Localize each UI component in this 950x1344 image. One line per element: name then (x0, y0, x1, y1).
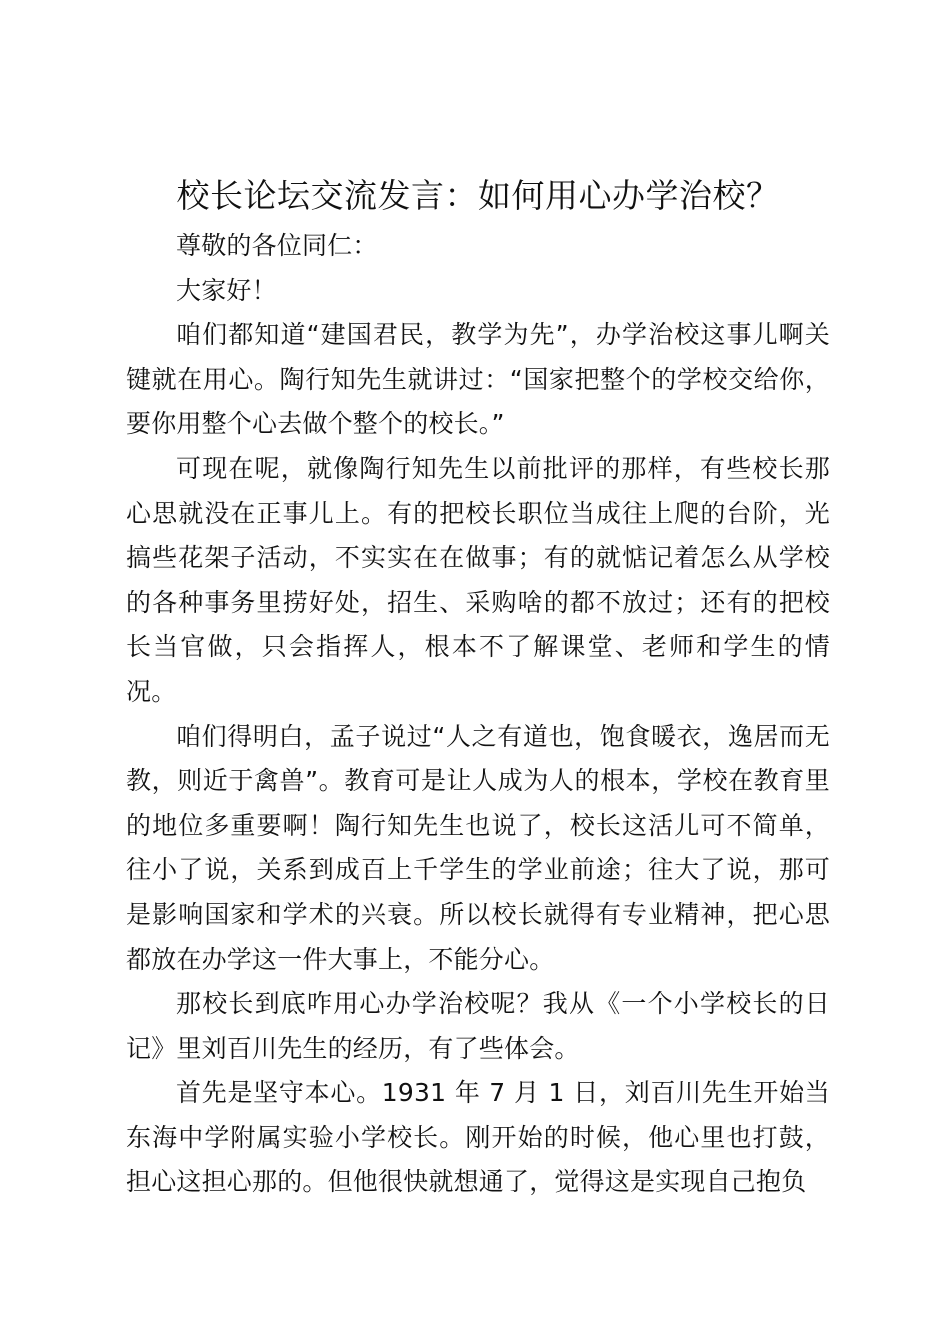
body-paragraph: 那校长到底咋用心办学治校呢？我从《一个小学校长的日记》里刘百川先生的经历，有了些体会。 (126, 989, 830, 1063)
greeting-paragraph: 大家好！ (176, 275, 277, 305)
document-title: 校长论坛交流发言：如何用心办学治校？ (176, 176, 780, 215)
body-paragraph: 首先是坚守本心。1931 年 7 月 1 日，刘百川先生开始当东海中学附属实验小学校长。刚开始的时候，他心里也打鼓，担心这担心那的。但他很快就想通了，觉得这是实现自己抱负 (126, 1078, 830, 1197)
body-paragraph: 咱们得明白，孟子说过“人之有道也，饱食暖衣，逸居而无教，则近于禽兽”。教育可是让人成为人的根本，学校在教育里的地位多重要啊！陶行知先生也说了，校长这活儿可不简单，往小了说，关系到成百上千学生的学业前途；往大了说，那可是影响国家和学术的兴衰。所以校长就得有专业精神，把心思都放在办学这一件大事上，不能分心。 (126, 721, 830, 974)
body-paragraph: 可现在呢，就像陶行知先生以前批评的那样，有些校长那心思就没在正事儿上。有的把校长职位当成往上爬的台阶，光搞些花架子活动，不实实在在做事；有的就惦记着怎么从学校的各种事务里捞好处，招生、采购啥的都不放过；还有的把校长当官做，只会指挥人，根本不了解课堂、老师和学生的情况。 (126, 453, 830, 706)
salutation-paragraph: 尊敬的各位同仁： (176, 231, 378, 260)
document-body (126, 224, 830, 1205)
body-paragraph: 咱们都知道“建国君民，教学为先”，办学治校这事儿啊关键就在用心。陶行知先生就讲过：“国家把整个的学校交给你，要你用整个心去做个整个的校长。” (126, 320, 830, 439)
